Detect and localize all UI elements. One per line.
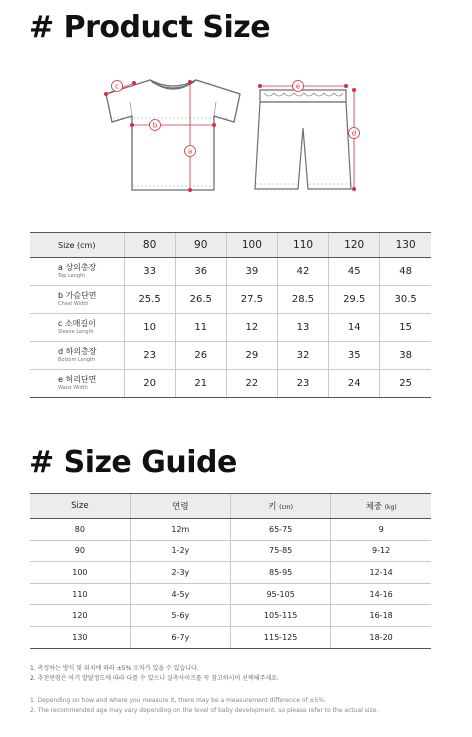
- table-cell: 105-115: [231, 605, 331, 627]
- row-label-ko: b 가슴단면: [58, 291, 97, 300]
- table-cell: 14-16: [331, 583, 431, 605]
- table-cell: 42: [277, 258, 328, 286]
- table-cell: 26.5: [175, 286, 226, 314]
- table-cell: 14: [329, 314, 380, 342]
- table-cell: 28.5: [277, 286, 328, 314]
- table-cell: 16-18: [331, 605, 431, 627]
- shorts-diagram: [250, 78, 370, 196]
- marker-a: a: [187, 147, 193, 156]
- table-cell: 30.5: [380, 286, 431, 314]
- table-cell: 1-2y: [130, 540, 230, 562]
- notes: [30, 664, 378, 716]
- size-header-90: 90: [175, 233, 226, 258]
- note-ko-2: 2. 추천연령은 아기 발달정도에 따라 다를 수 있으니 실측사이즈를 꼭 참고하시어 선택해주세요.: [30, 675, 279, 682]
- table-cell: 9: [331, 519, 431, 541]
- table-cell: 85-95: [231, 562, 331, 584]
- height-header-label: 키: [268, 502, 277, 512]
- table-cell: 130: [30, 626, 130, 648]
- table-row: [30, 605, 431, 627]
- table-cell: 18-20: [331, 626, 431, 648]
- table-cell: 12m: [130, 519, 230, 541]
- table-cell: 48: [380, 258, 431, 286]
- row-label-en: Waist Width: [58, 385, 88, 391]
- table-cell: 13: [277, 314, 328, 342]
- table-row: [30, 286, 431, 314]
- row-label: [30, 286, 124, 314]
- row-label-ko: e 허리단면: [58, 375, 97, 384]
- table-header-row: [30, 233, 431, 258]
- table-cell: 15: [380, 314, 431, 342]
- table-cell: 22: [226, 370, 277, 398]
- row-label-ko: d 하의총장: [58, 347, 97, 356]
- tshirt-diagram: [100, 72, 242, 196]
- table-cell: 20: [124, 370, 175, 398]
- table-cell: 12-14: [331, 562, 431, 584]
- table-cell: 39: [226, 258, 277, 286]
- row-label: [30, 314, 124, 342]
- table-row: [30, 540, 431, 562]
- table-cell: 120: [30, 605, 130, 627]
- table-row: [30, 314, 431, 342]
- table-row: [30, 562, 431, 584]
- table-cell: 25: [380, 370, 431, 398]
- table-cell: 27.5: [226, 286, 277, 314]
- note-ko-1: 1. 측정하는 방식 및 위치에 따라 ±5% 오차가 있을 수 있습니다.: [30, 665, 199, 672]
- table-cell: 2-3y: [130, 562, 230, 584]
- table-cell: 90: [30, 540, 130, 562]
- table-cell: 35: [329, 342, 380, 370]
- table-row: [30, 519, 431, 541]
- table-cell: 32: [277, 342, 328, 370]
- table-cell: 29.5: [329, 286, 380, 314]
- table-cell: 38: [380, 342, 431, 370]
- table-row: [30, 342, 431, 370]
- weight-header: [331, 494, 431, 519]
- product-size-title: # Product Size: [29, 10, 271, 45]
- row-label-en: Sleeve Length: [58, 329, 94, 335]
- row-label-en: Bottom Length: [58, 357, 96, 363]
- marker-d: d: [351, 129, 357, 138]
- age-header: 연령: [130, 494, 230, 519]
- note-en-2: 2. The recommended age may vary depending on the level of baby development, so please refer to the actual size.: [30, 707, 379, 714]
- marker-e: e: [295, 82, 301, 91]
- table-row: [30, 583, 431, 605]
- height-header: [231, 494, 331, 519]
- weight-header-label: 체중: [365, 502, 382, 512]
- row-label-ko: a 상의총장: [58, 263, 97, 272]
- table-row: [30, 370, 431, 398]
- table-cell: 26: [175, 342, 226, 370]
- row-label: [30, 342, 124, 370]
- marker-c: c: [115, 82, 119, 91]
- size-cm-header: Size (cm): [30, 233, 124, 258]
- table-cell: 23: [277, 370, 328, 398]
- size-header-120: 120: [329, 233, 380, 258]
- table-cell: 100: [30, 562, 130, 584]
- size-header: Size: [30, 494, 130, 519]
- table-cell: 21: [175, 370, 226, 398]
- size-header-100: 100: [226, 233, 277, 258]
- table-cell: 24: [329, 370, 380, 398]
- row-label: [30, 370, 124, 398]
- size-guide-table: [30, 493, 431, 649]
- row-label: [30, 258, 124, 286]
- table-cell: 95-105: [231, 583, 331, 605]
- table-cell: 5-6y: [130, 605, 230, 627]
- table-cell: 10: [124, 314, 175, 342]
- table-cell: 25.5: [124, 286, 175, 314]
- row-label-en: Top Length: [58, 273, 86, 279]
- table-cell: 33: [124, 258, 175, 286]
- table-cell: 29: [226, 342, 277, 370]
- size-header-80: 80: [124, 233, 175, 258]
- table-cell: 75-85: [231, 540, 331, 562]
- table-cell: 36: [175, 258, 226, 286]
- marker-b: b: [152, 121, 158, 130]
- weight-unit: (kg): [384, 504, 397, 511]
- table-row: [30, 258, 431, 286]
- table-cell: 80: [30, 519, 130, 541]
- table-cell: 9-12: [331, 540, 431, 562]
- table-cell: 23: [124, 342, 175, 370]
- table-row: [30, 626, 431, 648]
- note-en-1: 1. Depending on how and where you measure it, there may be a measurement difference of ±5%.: [30, 697, 326, 704]
- table-cell: 6-7y: [130, 626, 230, 648]
- size-header-110: 110: [277, 233, 328, 258]
- table-cell: 110: [30, 583, 130, 605]
- row-label-en: Chest Width: [58, 301, 89, 307]
- product-size-table: [30, 232, 431, 398]
- size-header-130: 130: [380, 233, 431, 258]
- height-unit: (cm): [279, 504, 293, 511]
- table-cell: 45: [329, 258, 380, 286]
- row-label-ko: c 소매길이: [58, 319, 96, 328]
- size-guide-title: # Size Guide: [29, 445, 237, 480]
- table-cell: 12: [226, 314, 277, 342]
- table-cell: 11: [175, 314, 226, 342]
- table-cell: 115-125: [231, 626, 331, 648]
- table-header-row: [30, 494, 431, 519]
- table-cell: 65-75: [231, 519, 331, 541]
- table-cell: 4-5y: [130, 583, 230, 605]
